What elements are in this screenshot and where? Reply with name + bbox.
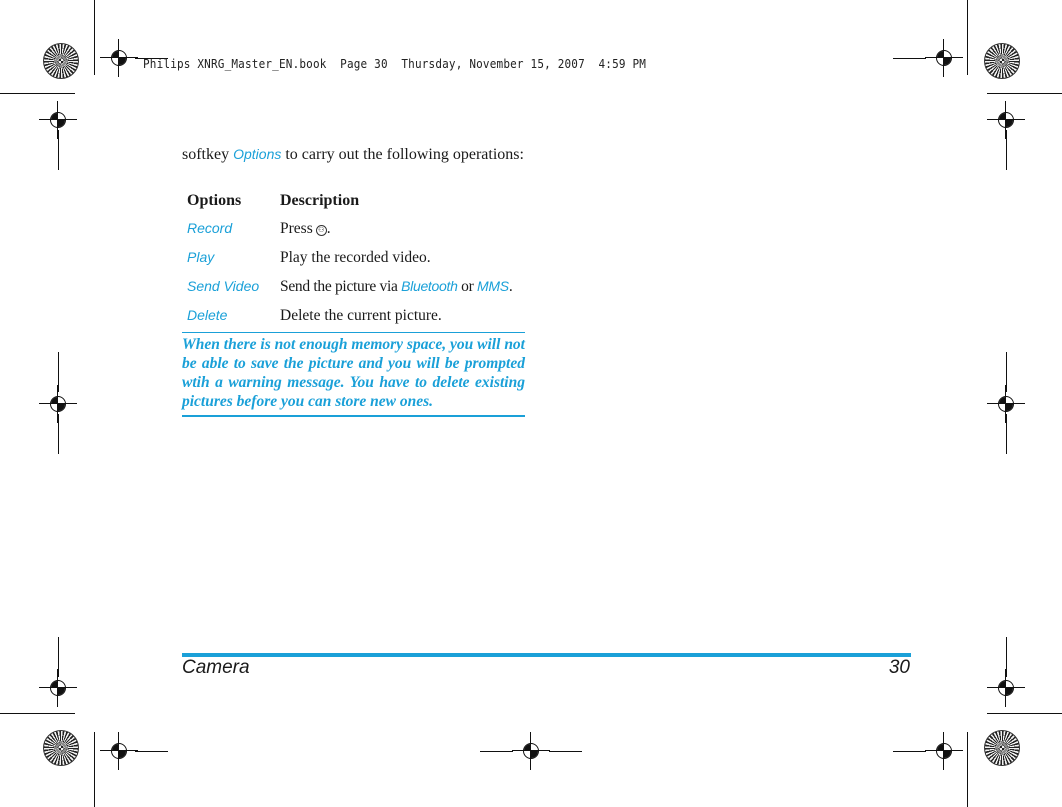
crop-line <box>987 713 1062 714</box>
crop-line <box>893 751 926 752</box>
crop-line <box>135 751 168 752</box>
table-row <box>182 244 527 273</box>
desc-text: Send the picture via <box>280 278 398 295</box>
crop-line <box>0 93 75 94</box>
registration-target-icon <box>47 677 69 699</box>
registration-target-icon <box>520 740 542 762</box>
table-header-row <box>182 188 527 215</box>
crop-line <box>480 751 513 752</box>
table-header: Options <box>187 192 242 209</box>
footer-section-title: Camera <box>182 657 250 678</box>
crop-line <box>58 414 59 454</box>
crop-line <box>549 751 582 752</box>
intro-rest: to carry out the following operations: <box>285 146 524 163</box>
crop-line <box>1006 414 1007 454</box>
softkey-label: Options <box>233 146 282 162</box>
registration-target-icon <box>108 47 130 69</box>
crop-line <box>893 58 926 59</box>
desc-text: . <box>508 278 513 295</box>
table-row <box>182 273 527 302</box>
crop-line <box>967 732 968 807</box>
option-name: Send Video <box>187 278 260 294</box>
table-row <box>182 215 527 244</box>
intro-word: softkey <box>182 146 230 163</box>
crop-line <box>0 713 75 714</box>
crop-line <box>1006 130 1007 170</box>
registration-target-icon <box>995 393 1017 415</box>
registration-target-icon <box>933 740 955 762</box>
registration-star-icon <box>984 730 1020 766</box>
table-row <box>182 302 527 331</box>
footer-rule <box>182 653 911 657</box>
crop-line <box>987 93 1062 94</box>
desc-text: or <box>461 278 474 295</box>
registration-star-icon <box>43 730 79 766</box>
ok-key-icon: ⚇ <box>316 225 327 236</box>
crop-line <box>58 130 59 170</box>
registration-star-icon <box>43 43 79 79</box>
option-name: Delete <box>187 307 228 323</box>
print-slug: Philips XNRG_Master_EN.book Page 30 Thursday, November 15, 2007 4:59 PM <box>143 56 647 71</box>
options-table <box>182 188 527 331</box>
intro-paragraph <box>182 145 525 164</box>
desc-text: Press <box>280 220 313 237</box>
option-description: Delete the current picture. <box>280 307 442 324</box>
crop-line <box>58 637 59 677</box>
crop-line <box>94 0 95 75</box>
registration-target-icon <box>995 677 1017 699</box>
table-header: Description <box>280 192 360 209</box>
option-name: Record <box>187 220 233 236</box>
crop-line <box>1006 352 1007 392</box>
crop-line <box>967 0 968 75</box>
warning-note: When there is not enough memory space, you will not be able to save the picture and you will be prompted wtih a warning message. You have to delete existing pictures before you can store new ones. <box>182 332 525 417</box>
mms-label: MMS <box>477 278 509 294</box>
registration-target-icon <box>933 47 955 69</box>
crop-line <box>94 732 95 807</box>
registration-star-icon <box>984 43 1020 79</box>
registration-target-icon <box>995 109 1017 131</box>
desc-text: . <box>326 220 331 237</box>
registration-target-icon <box>108 740 130 762</box>
bluetooth-label: Bluetooth <box>401 278 458 294</box>
option-description <box>275 273 527 302</box>
crop-line <box>58 352 59 392</box>
registration-target-icon <box>47 393 69 415</box>
crop-line <box>1006 637 1007 677</box>
registration-target-icon <box>47 109 69 131</box>
page-number: 30 <box>888 657 910 678</box>
option-description <box>275 215 527 244</box>
option-description: Play the recorded video. <box>280 249 431 266</box>
option-name: Play <box>187 249 215 265</box>
